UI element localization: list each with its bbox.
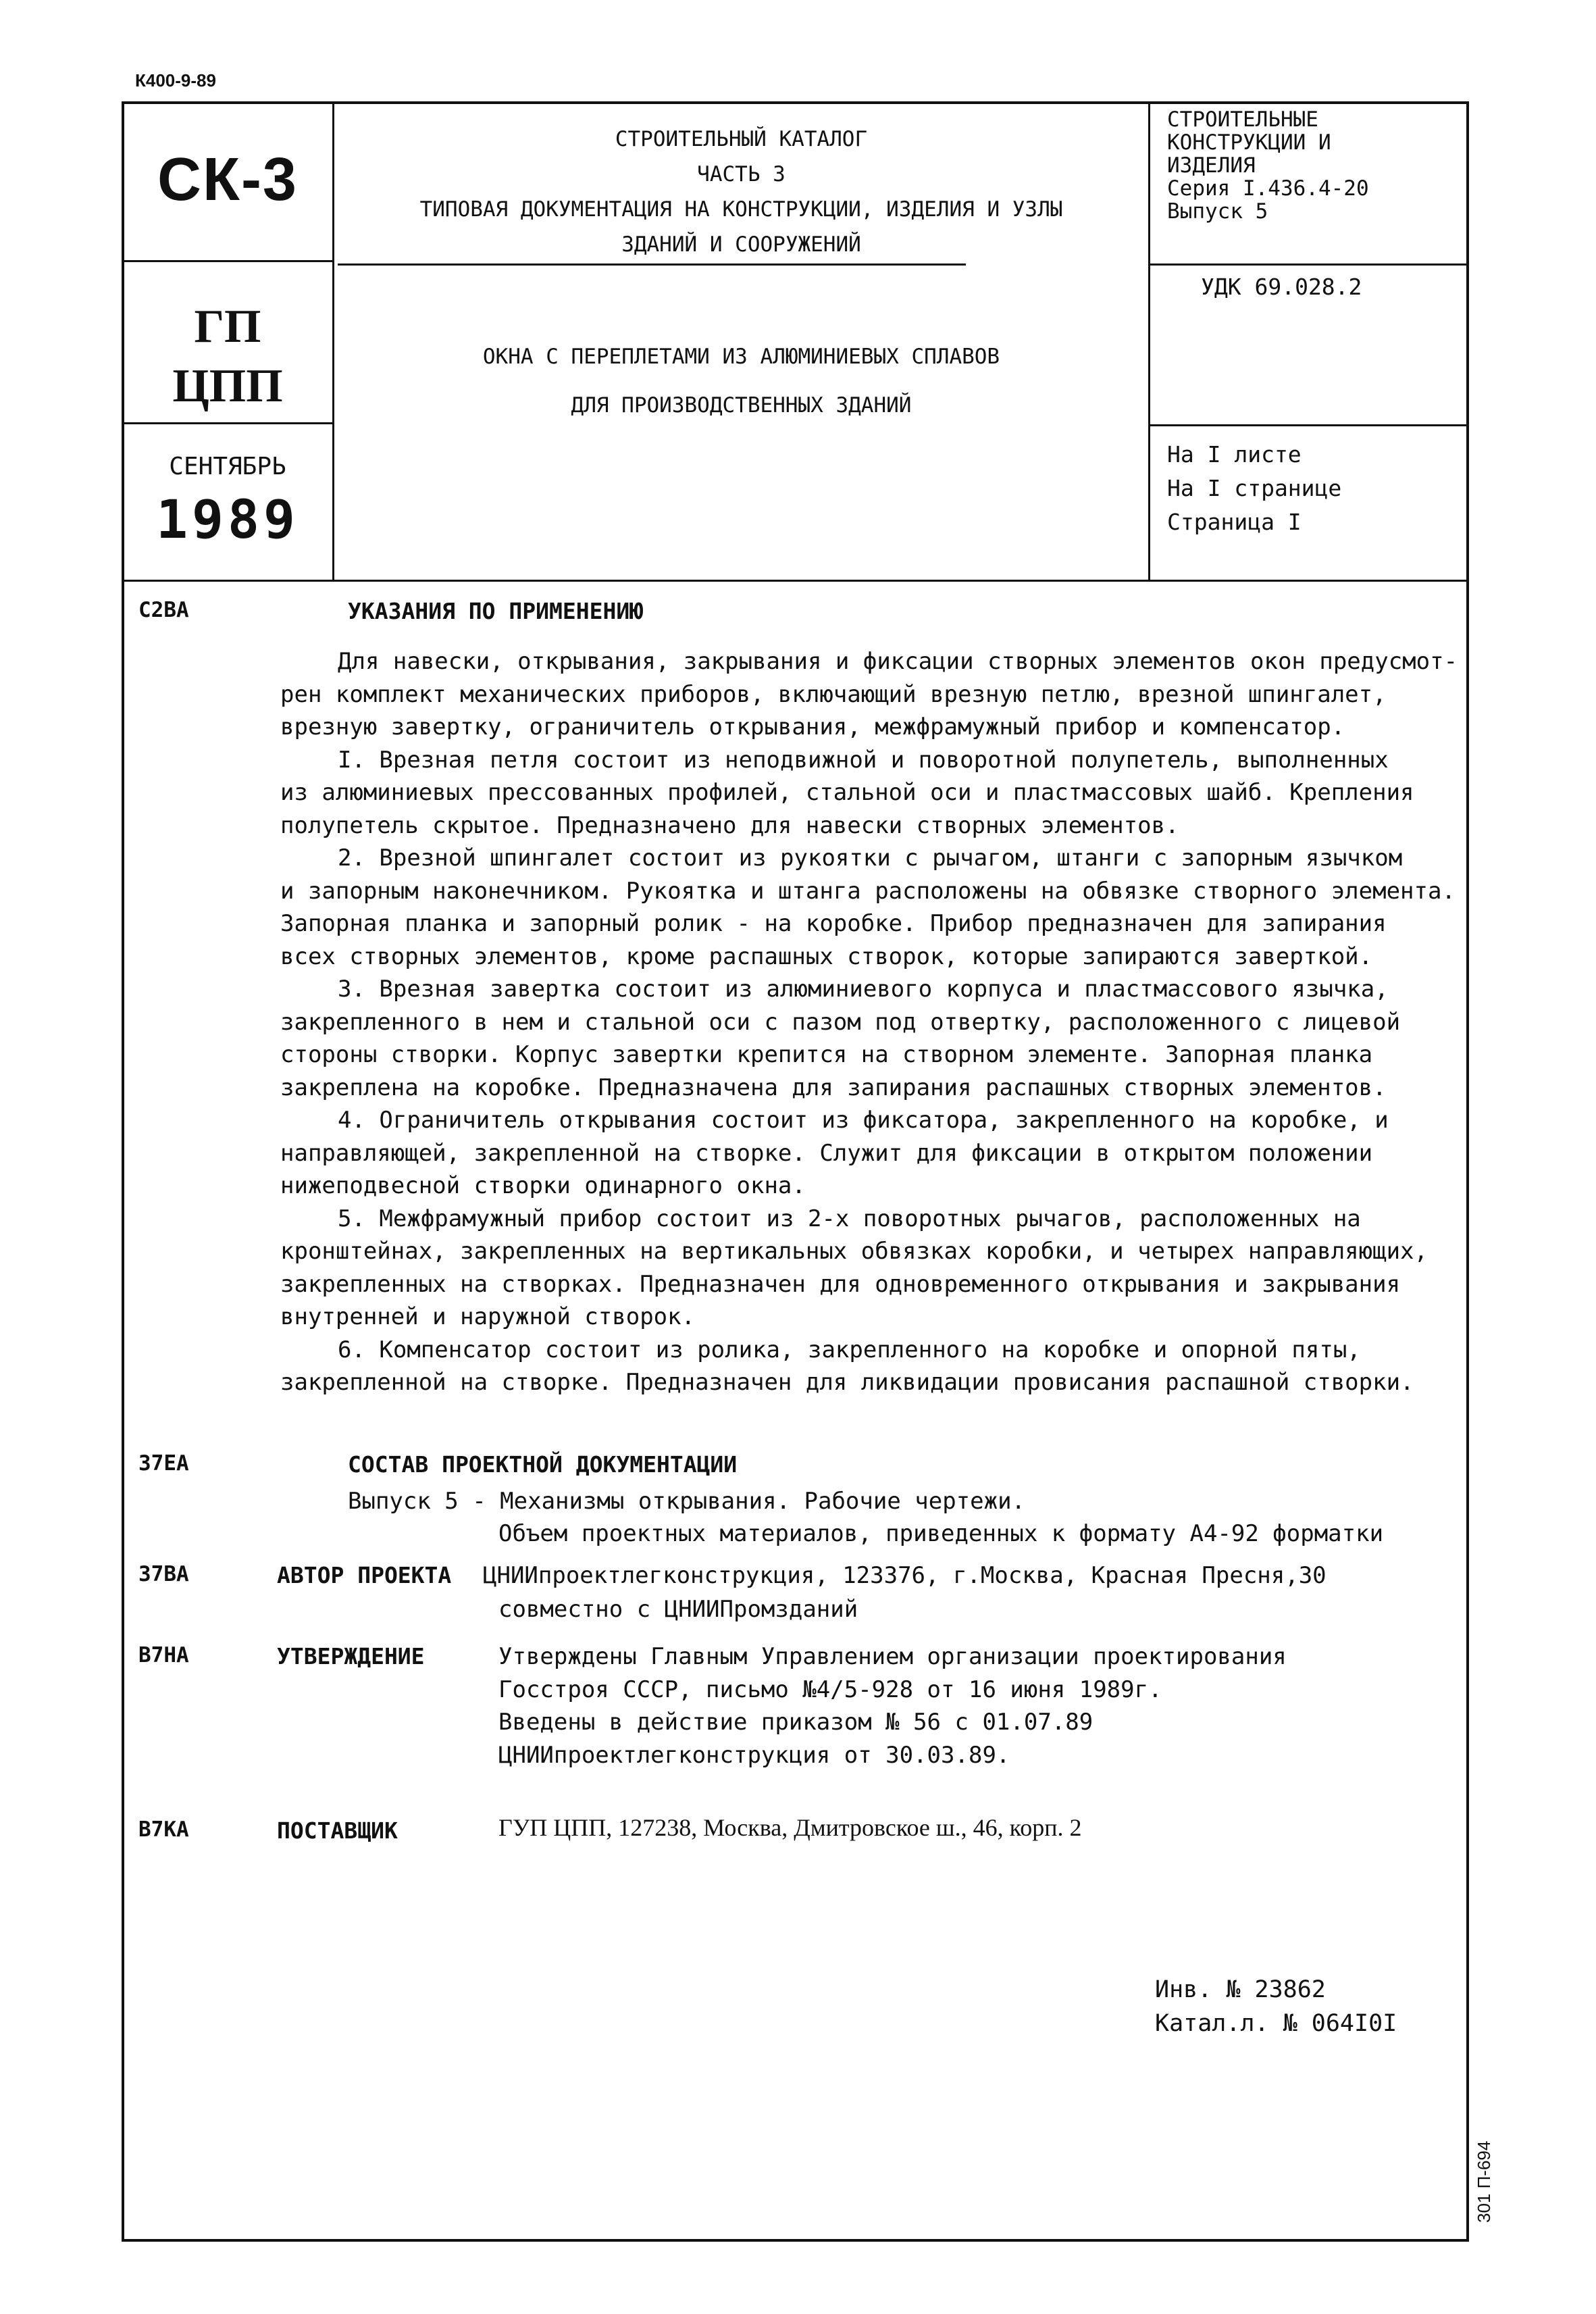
catalog-code: СК-3 bbox=[157, 146, 298, 213]
supplier-code: В7КА bbox=[138, 1817, 189, 1842]
series-line: Серия I.436.4-20 bbox=[1167, 176, 1369, 201]
composition-heading: СОСТАВ ПРОЕКТНОЙ ДОКУМЕНТАЦИИ bbox=[348, 1451, 738, 1478]
header-bottom-rule bbox=[122, 580, 1469, 582]
sheet-info bbox=[1167, 438, 1341, 539]
usage-line-9: Запорная планка и запорный ролик - на коробке. Прибор предназначен для запирания bbox=[280, 910, 1387, 937]
usage-line-4: I. Врезная петля состоит из неподвижной и поворотной полупетель, выполненных bbox=[338, 746, 1389, 774]
approval-line-3: Введены в действие приказом № 56 с 01.07.89 bbox=[498, 1709, 1093, 1736]
usage-line-13: стороны створки. Корпус завертки крепится на створном элементе. Запорная планка bbox=[280, 1041, 1373, 1068]
usage-line-2: рен комплект механических приборов, включающий врезную петлю, врезной шпингалет, bbox=[280, 680, 1387, 708]
document-title bbox=[338, 332, 1145, 430]
udk: УДК 69.028.2 bbox=[1201, 274, 1362, 300]
usage-line-10: всех створных элементов, кроме распашных створок, которые запираются заверткой. bbox=[280, 942, 1373, 970]
usage-line-22: 6. Компенсатор состоит из ролика, закрепленного на коробке и опорной пяты, bbox=[338, 1336, 1361, 1363]
approval-line-4: ЦНИИпроектлегконструкция от 30.03.89. bbox=[498, 1741, 1010, 1769]
usage-line-11: 3. Врезная завертка состоит из алюминиевого корпуса и пластмассового язычка, bbox=[338, 976, 1389, 1003]
section-line-2: КОНСТРУКЦИИ И bbox=[1167, 130, 1331, 155]
month: СЕНТЯБРЬ bbox=[169, 453, 286, 480]
code-box-rule bbox=[122, 260, 334, 262]
catalog-title-line-3: ТИПОВАЯ ДОКУМЕНТАЦИЯ НА КОНСТРУКЦИИ, ИЗДЕЛИЯ И УЗЛЫ bbox=[419, 197, 1063, 222]
usage-heading: УКАЗАНИЯ ПО ПРИМЕНЕНИЮ bbox=[348, 598, 644, 624]
organization bbox=[122, 297, 334, 416]
author-label: АВТОР ПРОЕКТА bbox=[277, 1562, 452, 1588]
usage-code: С2ВА bbox=[138, 598, 189, 622]
catalog-title-line-4: ЗДАНИЙ И СООРУЖЕНИЙ bbox=[621, 232, 861, 257]
usage-line-6: полупетель скрытое. Предназначено для навески створных элементов. bbox=[280, 811, 1179, 839]
usage-line-14: закреплена на коробке. Предназначена для запирания распашных створных элементов. bbox=[280, 1074, 1387, 1101]
section-box-rule bbox=[1148, 263, 1469, 266]
page-number: Страница I bbox=[1167, 509, 1302, 535]
approval-line-2: Госстроя СССР, письмо №4/5-928 от 16 июня 1989г. bbox=[498, 1676, 1162, 1703]
inventory-block bbox=[1155, 1973, 1397, 2040]
sheet-count: На I листе bbox=[1167, 441, 1302, 468]
section-line-1: СТРОИТЕЛЬНЫЕ bbox=[1167, 107, 1318, 132]
catalog-title-line-1: СТРОИТЕЛЬНЫЙ КАТАЛОГ bbox=[615, 127, 868, 151]
usage-line-1: Для навески, открывания, закрывания и фиксации створных элементов окон предусмот- bbox=[338, 648, 1458, 675]
usage-line-3: врезную завертку, ограничитель открывания, межфрамужный прибор и компенсатор. bbox=[280, 713, 1345, 740]
catalog-sheet-number: Катал.л. № 064I0I bbox=[1155, 2010, 1397, 2037]
approval-code: В7НА bbox=[138, 1643, 189, 1667]
approval-label: УТВЕРЖДЕНИЕ bbox=[277, 1643, 425, 1669]
usage-line-8: и запорным наконечником. Рукоятка и штанга расположены на обвязке створного элемента. bbox=[280, 877, 1456, 905]
inventory-number: Инв. № 23862 bbox=[1155, 1976, 1326, 2003]
composition-code: 37ЕА bbox=[138, 1451, 189, 1476]
organization-line-1: ГП bbox=[194, 301, 261, 353]
approval-body bbox=[498, 1640, 1287, 1771]
page-count: На I странице bbox=[1167, 475, 1342, 501]
document-title-line-2: ДЛЯ ПРОИЗВОДСТВЕННЫХ ЗДАНИЙ bbox=[571, 393, 912, 418]
approval-line-1: Утверждены Главным Управлением организации проектирования bbox=[498, 1643, 1287, 1670]
usage-line-17: нижеподвесной створки одинарного окна. bbox=[280, 1172, 806, 1199]
document-title-line-1: ОКНА С ПЕРЕПЛЕТАМИ ИЗ АЛЮМИНИЕВЫХ СПЛАВОВ bbox=[482, 345, 1000, 369]
supplier-label: ПОСТАВЩИК bbox=[277, 1817, 398, 1844]
usage-line-21: внутренней и наружной створок. bbox=[280, 1303, 696, 1330]
author-line-2: совместно с ЦНИИПромзданий bbox=[498, 1596, 858, 1623]
usage-line-7: 2. Врезной шпингалет состоит из рукоятки с рычагом, штанги с запорным язычком bbox=[338, 845, 1403, 872]
usage-body bbox=[280, 645, 1458, 1399]
usage-line-20: закрепленных на створках. Предназначен для одновременного открывания и закрывания bbox=[280, 1270, 1401, 1298]
usage-line-12: закрепленного в нем и стальной оси с пазом под отвертку, расположенного с лицевой bbox=[280, 1008, 1401, 1036]
usage-line-5: из алюминиевых прессованных профилей, стальной оси и пластмассовых шайб. Крепления bbox=[280, 779, 1414, 806]
usage-line-15: 4. Ограничитель открывания состоит из фиксатора, закрепленного на коробке, и bbox=[338, 1107, 1389, 1134]
org-box-rule bbox=[122, 422, 334, 424]
composition-line-2: Объем проектных материалов, приведенных к формату А4-92 форматки bbox=[498, 1520, 1384, 1547]
organization-line-2: ЦПП bbox=[172, 360, 283, 412]
section-block bbox=[1167, 108, 1369, 223]
usage-line-18: 5. Межфрамужный прибор состоит из 2-х поворотных рычагов, расположенных на bbox=[338, 1205, 1361, 1232]
catalog-title bbox=[338, 122, 1145, 262]
year: 1989 bbox=[156, 490, 299, 551]
author-line-1: ЦНИИпроектлегконструкция, 123376, г.Москва, Красная Пресня,30 bbox=[483, 1562, 1327, 1589]
usage-line-23: закрепленной на створке. Предназначен для ликвидации провисания распашной створки. bbox=[280, 1369, 1414, 1396]
supplier-text: ГУП ЦПП, 127238, Москва, Дмитровское ш., 46, корп. 2 bbox=[498, 1814, 1082, 1841]
catalog-title-line-2: ЧАСТЬ 3 bbox=[697, 162, 786, 186]
usage-line-19: кронштейнах, закрепленных на вертикальных обвязках коробки, и четырех направляющих, bbox=[280, 1238, 1428, 1265]
side-stamp: 301 П-694 bbox=[1474, 2140, 1494, 2223]
composition-line-1: Выпуск 5 - Механизмы открывания. Рабочие чертежи. bbox=[348, 1488, 1026, 1515]
issue-line: Выпуск 5 bbox=[1167, 199, 1268, 224]
usage-line-16: направляющей, закрепленной на створке. Служит для фиксации в открытом положении bbox=[280, 1139, 1373, 1167]
document-code: К400-9-89 bbox=[135, 70, 216, 91]
header-divider-right bbox=[1148, 101, 1150, 581]
title-box-rule bbox=[338, 263, 966, 266]
author-code: 37ВА bbox=[138, 1562, 189, 1586]
udk-box-rule bbox=[1148, 424, 1469, 426]
section-line-3: ИЗДЕЛИЯ bbox=[1167, 153, 1256, 178]
